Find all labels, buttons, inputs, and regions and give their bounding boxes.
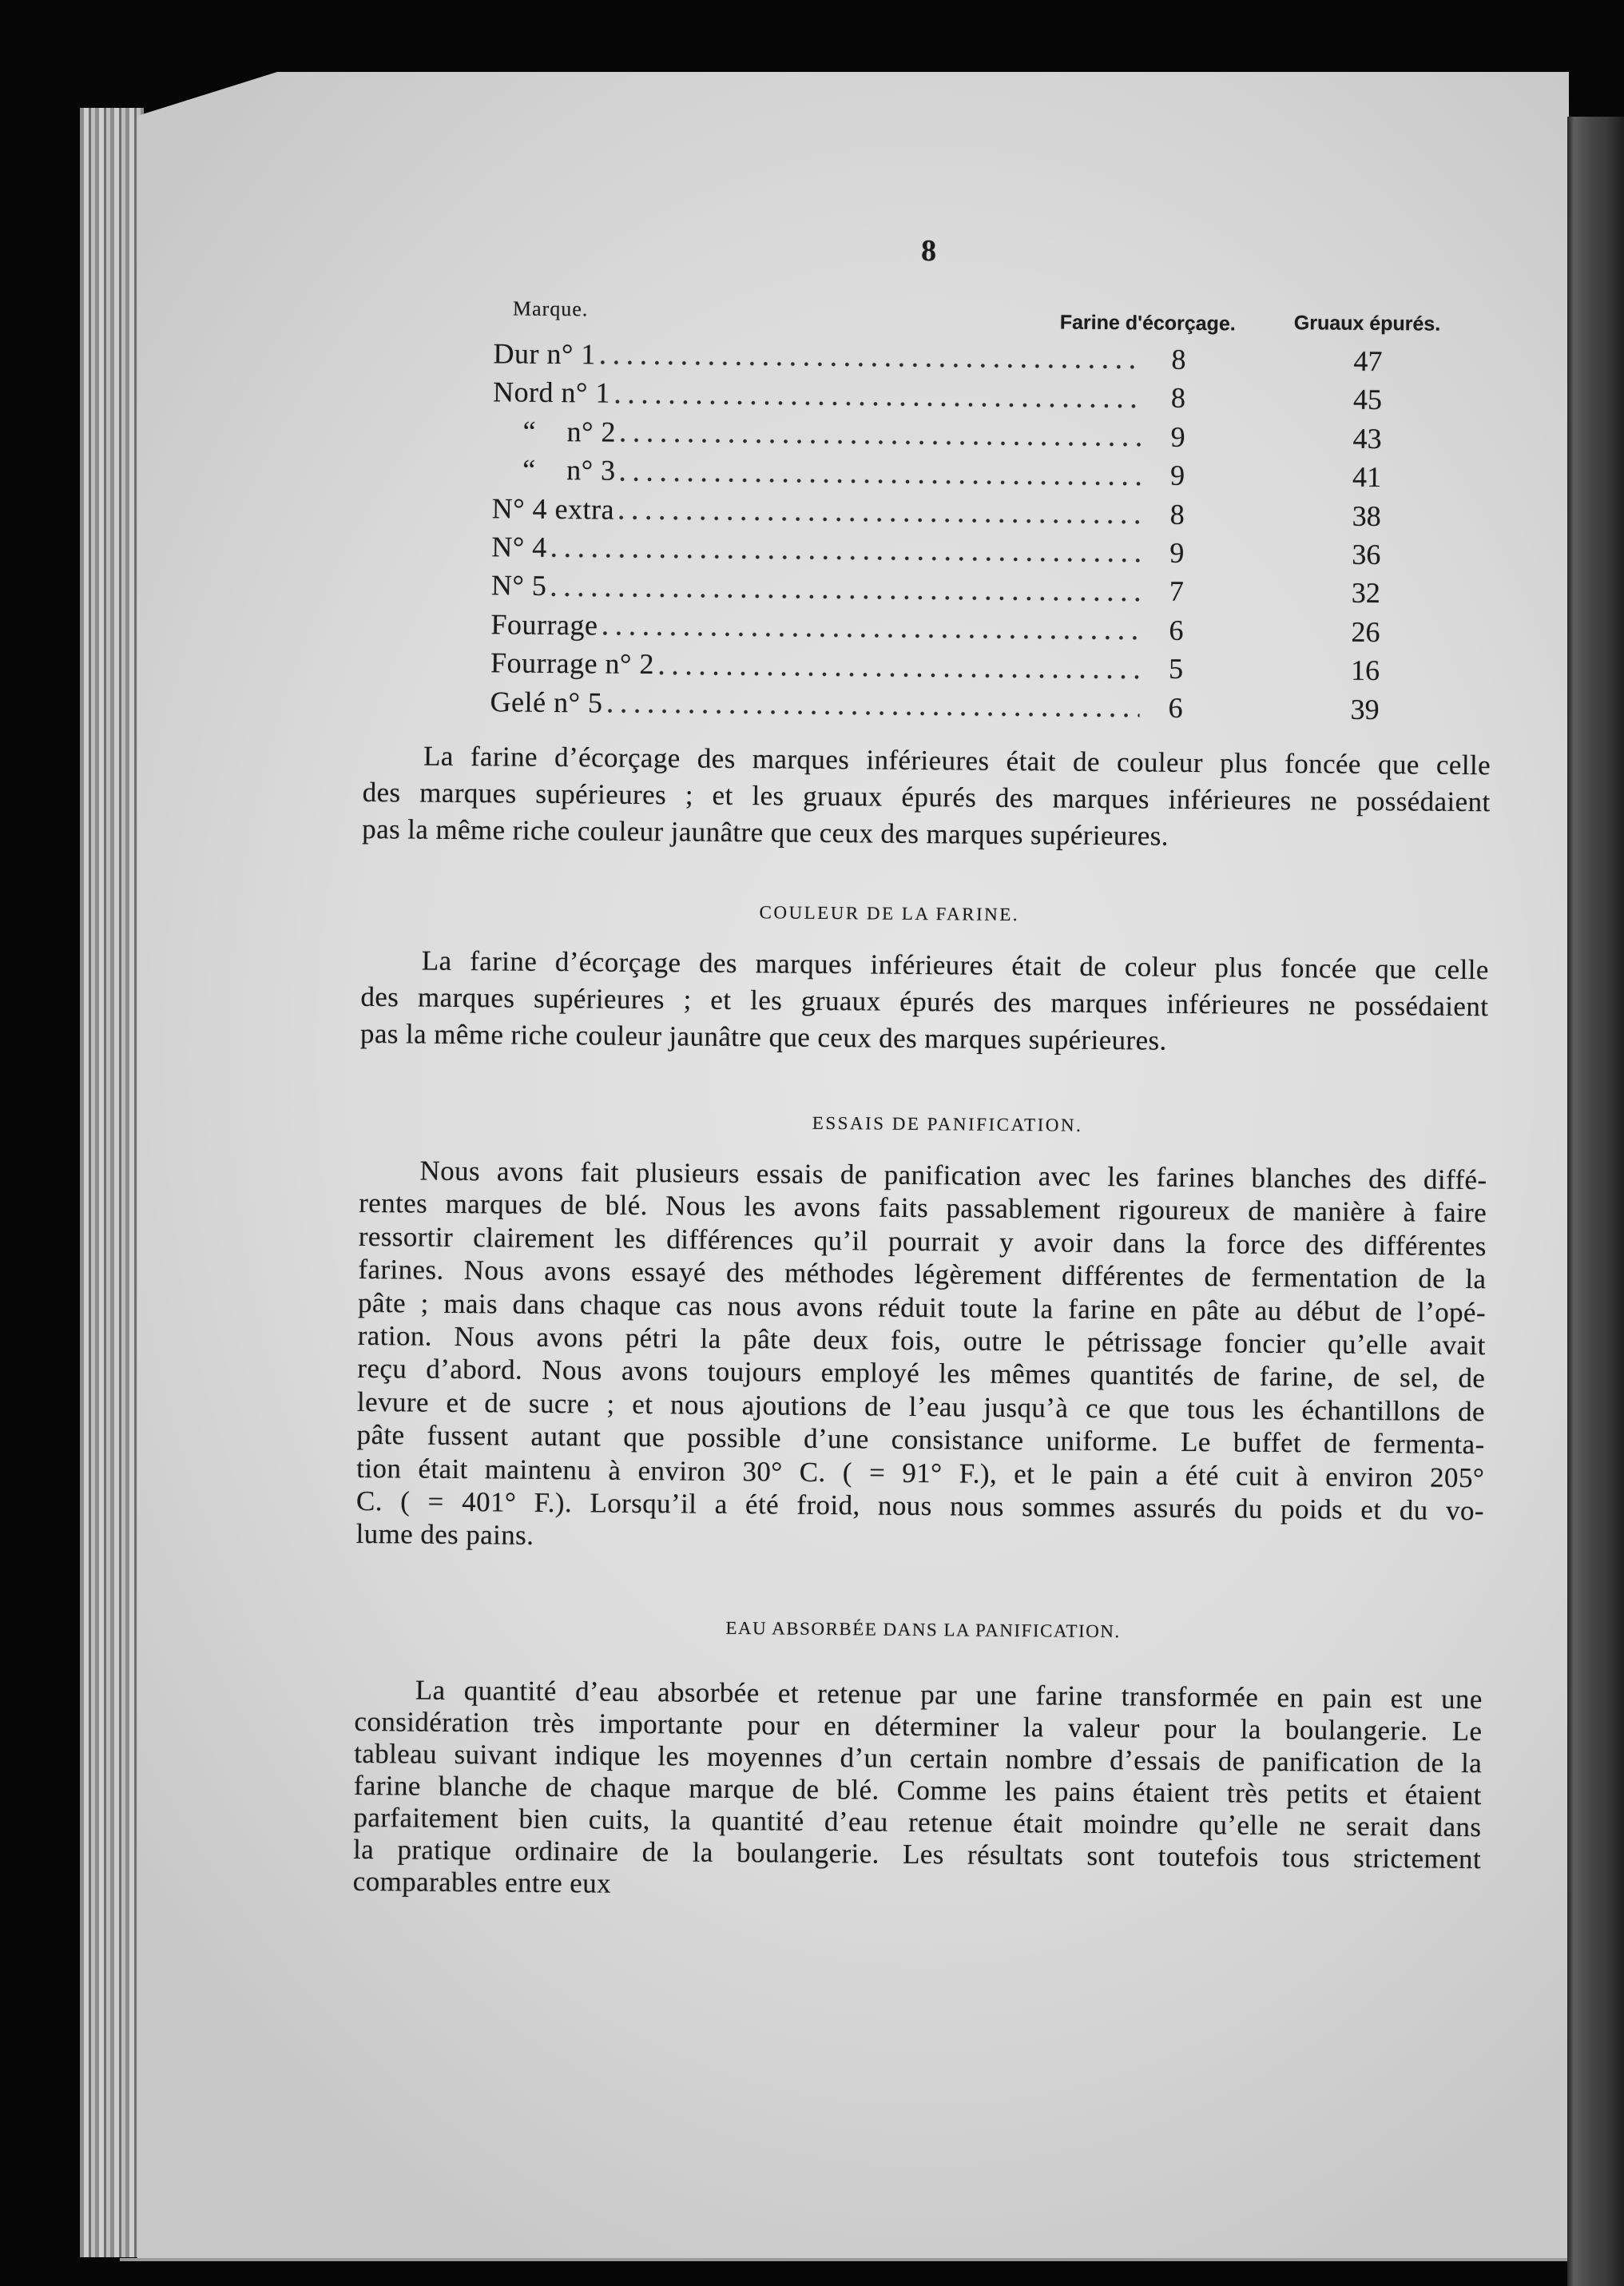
row-label-cell bbox=[490, 643, 1152, 688]
value-farine-ecorcage: 8 bbox=[1171, 343, 1186, 376]
dot-leader bbox=[551, 592, 1141, 602]
paragraph-eau bbox=[353, 1674, 1483, 1907]
ditto-mark: “ bbox=[522, 453, 536, 486]
column-gap bbox=[1199, 689, 1340, 729]
paragraph-line: lume des pains. bbox=[355, 1518, 534, 1552]
paragraph-line: pas la même riche couleur jaunâtre que ceux des marques supérieures. bbox=[362, 813, 1169, 852]
value-farine-ecorcage: 8 bbox=[1169, 498, 1185, 531]
dot-leader bbox=[601, 360, 1143, 370]
column-header-farine-ecorcage: Farine d'écorçage. bbox=[1059, 311, 1236, 336]
row-label-cell bbox=[491, 527, 1153, 572]
row-label: Nord n° 1 bbox=[492, 376, 611, 409]
paragraph-line: La quantité d’eau absorbée et retenue par une farine transformée en pain est une bbox=[415, 1674, 1483, 1715]
value-gruaux-epures: 36 bbox=[1352, 538, 1381, 571]
value-gruaux-epures: 43 bbox=[1352, 422, 1382, 455]
dot-leader bbox=[620, 476, 1142, 486]
paragraph-line: pâte ; mais dans chaque cas nous avons réduit toute la farine en pâte au début de l’opé- bbox=[357, 1286, 1487, 1328]
column-gap bbox=[1200, 611, 1341, 651]
row-label-cell bbox=[492, 411, 1153, 456]
paragraph-line: Nous avons fait plusieurs essais de panification avec les farines blanches des diffé- bbox=[419, 1155, 1487, 1196]
value-farine-ecorcage: 6 bbox=[1168, 691, 1183, 724]
ditto-mark: “ bbox=[522, 415, 537, 447]
value-gruaux-epures: 16 bbox=[1350, 654, 1380, 687]
row-label-cell bbox=[492, 450, 1153, 495]
table-row bbox=[490, 682, 1480, 730]
table-body bbox=[490, 334, 1483, 730]
value-farine-ecorcage: 5 bbox=[1168, 652, 1184, 685]
paragraph-line: La farine d’écorçage des marques inférieures était de couleur plus foncée que celle bbox=[423, 740, 1491, 781]
value-gruaux-epures: 45 bbox=[1352, 384, 1383, 416]
value-farine-ecorcage: 9 bbox=[1170, 420, 1185, 453]
column-gap bbox=[1201, 456, 1343, 496]
section-heading-eau: EAU ABSORBÉE DANS LA PANIFICATION. bbox=[725, 1617, 1121, 1642]
row-label-cell bbox=[490, 605, 1152, 650]
row-label: Fourrage n° 2 bbox=[490, 646, 655, 681]
dot-leader bbox=[602, 631, 1140, 641]
row-label-cell bbox=[490, 682, 1151, 727]
column-gap bbox=[1202, 340, 1344, 380]
paragraph-line: comparables entre eux bbox=[352, 1865, 612, 1899]
value-farine-ecorcage: 6 bbox=[1169, 614, 1184, 646]
paragraph-line: tion était maintenu à environ 30° C. ( = 91° F.), et le pain a été cuit à environ 205° bbox=[356, 1452, 1485, 1493]
paragraph-line: farine blanche de chaque marque de blé. Comme les pains étaient très petits et étaient bbox=[353, 1769, 1482, 1811]
column-gap bbox=[1201, 418, 1343, 458]
row-label: N° 4 extra bbox=[491, 491, 615, 526]
value-gruaux-epures: 38 bbox=[1352, 499, 1381, 532]
value-farine-ecorcage: 8 bbox=[1170, 382, 1186, 415]
value-gruaux-epures: 32 bbox=[1351, 577, 1381, 610]
value-gruaux-epures: 41 bbox=[1352, 460, 1382, 494]
paragraph-line: pas la même riche couleur jaunâtre que ceux des marques supérieures. bbox=[359, 1017, 1167, 1056]
paragraph-couleur bbox=[360, 942, 1489, 1062]
row-label: Fourrage bbox=[490, 608, 598, 642]
dot-leader bbox=[607, 708, 1139, 718]
value-gruaux-epures: 26 bbox=[1351, 615, 1380, 648]
paragraph-line: la pratique ordinaire de la boulangerie. Les résultats sont toutefois tous strictement bbox=[352, 1833, 1482, 1875]
row-label: n° 3 bbox=[566, 454, 616, 487]
paragraph-line: levure et de sucre ; et nous ajoutions de l’eau jusqu’à ce que tous les échantillons de bbox=[356, 1386, 1486, 1428]
column-gap bbox=[1202, 379, 1344, 419]
dot-leader bbox=[619, 515, 1142, 525]
page-number: 8 bbox=[920, 233, 937, 268]
value-farine-ecorcage: 9 bbox=[1169, 536, 1185, 569]
row-label-cell bbox=[493, 373, 1154, 418]
paragraph-couleur-intro bbox=[362, 737, 1491, 857]
paragraph-line: des marques supérieures ; et les gruaux épurés des marques inférieures ne possédaient bbox=[362, 776, 1491, 818]
section-heading-essais: ESSAIS DE PANIFICATION. bbox=[812, 1112, 1083, 1135]
paragraph-line: reçu d’abord. Nous avons toujours employé les mêmes quantités de farine, de sel, de bbox=[357, 1353, 1486, 1394]
row-label: n° 2 bbox=[566, 415, 617, 448]
paragraph-line: rentes marques de blé. Nous les avons faits passablement rigoureux de manière à faire bbox=[359, 1187, 1487, 1229]
value-gruaux-epures: 47 bbox=[1353, 344, 1383, 378]
paragraph-line: des marques supérieures ; et les gruaux épurés des marques inférieures ne possédaient bbox=[360, 980, 1489, 1023]
row-label-cell bbox=[492, 489, 1153, 534]
paragraph-line: considération très importante pour en déterminer la valeur pour la boulangerie. Le bbox=[354, 1705, 1483, 1747]
row-label-cell bbox=[491, 567, 1153, 611]
row-label: N° 4 bbox=[491, 531, 547, 563]
grade-table bbox=[490, 284, 1484, 740]
dot-leader bbox=[659, 670, 1140, 679]
paragraph-line: pâte fussent autant que possible d’une consistance uniforme. Le buffet de fermenta- bbox=[356, 1419, 1485, 1461]
paragraph-line: tableau suivant indique les moyennes d’un certain nombre d’essais de panification de la bbox=[353, 1737, 1483, 1779]
column-gap bbox=[1201, 572, 1342, 612]
value-gruaux-epures: 39 bbox=[1350, 693, 1380, 726]
value-farine-ecorcage: 9 bbox=[1169, 459, 1185, 492]
column-gap bbox=[1200, 650, 1341, 690]
section-heading-couleur: COULEUR DE LA FARINE. bbox=[759, 902, 1020, 925]
column-gap bbox=[1201, 495, 1343, 535]
paragraph-line: ressortir clairement les différences qu’il pourrait y avoir dans la force des différentes bbox=[358, 1220, 1487, 1262]
column-header-gruaux-epures: Gruaux épurés. bbox=[1293, 312, 1441, 336]
paragraph-line: C. ( = 401° F.). Lorsqu’il a été froid, nous nous sommes assurés du poids et du vo- bbox=[355, 1485, 1485, 1527]
paragraph-line: ration. Nous avons pétri la pâte deux fois, outre le pétrissage foncier qu’elle avait bbox=[357, 1319, 1486, 1362]
row-label-cell bbox=[493, 334, 1154, 379]
dot-leader bbox=[552, 553, 1142, 563]
value-farine-ecorcage: 7 bbox=[1169, 575, 1185, 608]
row-label: Gelé n° 5 bbox=[490, 685, 603, 719]
row-label: Dur n° 1 bbox=[493, 337, 597, 371]
column-gap bbox=[1201, 534, 1342, 574]
column-header-marque: Marque. bbox=[512, 296, 589, 321]
dot-leader bbox=[615, 399, 1142, 408]
dot-leader bbox=[621, 438, 1142, 447]
row-label: N° 5 bbox=[490, 569, 547, 602]
paragraph-essais bbox=[355, 1154, 1487, 1560]
paragraph-line: La farine d’écorçage des marques inférieures était de coleur plus foncée que celle bbox=[421, 944, 1489, 986]
paragraph-line: parfaitement bien cuits, la quantité d’eau retenue était moindre qu’elle ne serait dans bbox=[353, 1801, 1482, 1843]
paragraph-line: farines. Nous avons essayé des méthodes légèrement différentes de fermentation de la bbox=[358, 1254, 1487, 1295]
